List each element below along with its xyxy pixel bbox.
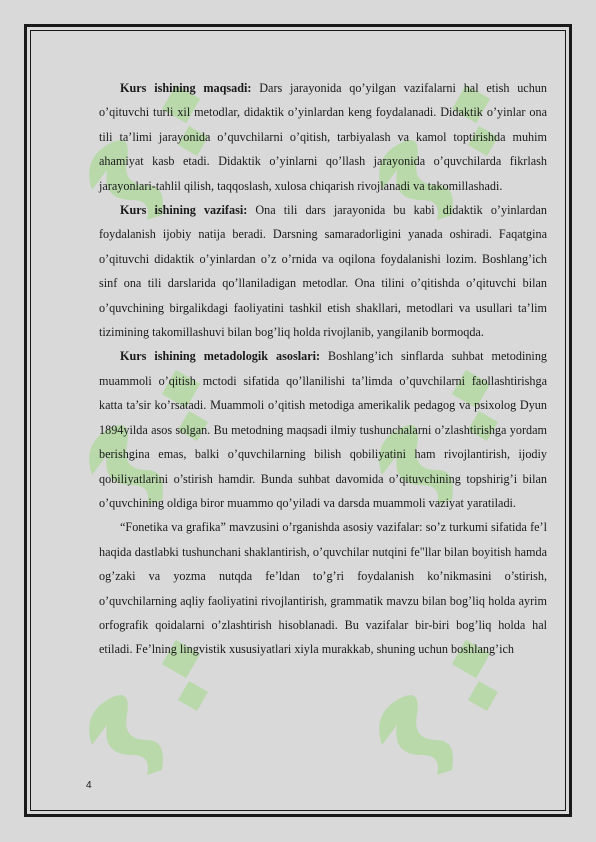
paragraph-purpose bbox=[99, 76, 547, 198]
paragraph-methodology bbox=[99, 344, 547, 515]
paragraph-body: Ona tili dars jarayonida bu kabi didaktik o’yinlardan foydalanish ijobiy natija beradi. Darsning samaradorligini yanada oshiradi. Faqatgina o’qituvchi didaktik o’yinlardan o’z o’rnida va oqilona foydalanishi lozim. Boshlang’ich sinf ona tili darslarida qo’llaniladigan metodlar. Ona tilini o’qitishda o’qituvchi bilan o’quvchining birgalikdagi faoliyatini tashkil etish shakllari, metodlari va usullari ta’lim tizimining takomillashuvi bilan bog’liq holda rivojlanib, yangilanib bormoqda. bbox=[99, 203, 547, 340]
paragraph-heading: Kurs ishining maqsadi: bbox=[120, 81, 252, 95]
paragraph-body: “Fonetika va grafika” mavzusini o’rganishda asosiy vazifalar: so’z turkumi sifatida fe’l haqida dastlabki tushunchani shaklantirish, o’quvchilar nutqini fe"llar bilan boyitish hamda og’zaki va yozma nutqda fe’ldan to’g’ri foydalanish ko’nikmasini o’stirish, o’quvchilarning aqliy faoliyatini rivojlantirish, grammatik mavzu bilan bog’liq holda ayrim orfografik qoidalarni o’zlashtirish hisoblanadi. Bu vazifalar bir-biri bog’liq holda hal etiladi. Fe’lning lingvistik xususiyatlari xiyla murakkab, shuning uchun boshlang’ich bbox=[99, 520, 547, 657]
paragraph-body: Boshlang’ich sinflarda suhbat metodining muammoli o’qitish mctodi sifatida qo’llanilishi ta’limda o’quvchilarni faollashtirishga katta ta’sir ko’rsatadi. Muammoli o’qitish metodiga amerikalik pedagog va psixolog Dyun 1894yilda asos solgan. Bu metodning maqsadi ilmiy tushunchalarni o’zlashtirishga yordam berishgina emas, balki o’quvchilarning bilish qobiliyatini ham rivojlantirish, ijodiy qobiliyatlarini o’stirish hamdir. Bunda suhbat davomida o’qituvchining topshirig’i bilan o’quvchining oldiga biror muammo qo’yiladi va darsda muammoli vaziyat yaratiladi. bbox=[99, 349, 548, 510]
paragraph-phonetics bbox=[99, 515, 547, 661]
paragraph-body: Dars jarayonida qo’yilgan vazifalarni hal etish uchun o’qituvchi turli xil metodlar, didaktik o’yinlardan keng foydalanadi. Didaktik o’yinlar ona tili ta’limi jarayonida o’quvchilarni o’qitish, tarbiyalash va kamol toptirishda muhim ahamiyat kasb etadi. Didaktik o’yinlarni qo’llash jarayonida o’quvchilarda fikrlash jarayonlari-tahlil qilish, taqqoslash, xulosa chiqarish rivojlanadi va takomillashadi. bbox=[99, 81, 547, 193]
paragraph-heading: Kurs ishining metadologik asoslari: bbox=[120, 349, 321, 364]
body-text bbox=[99, 76, 547, 662]
page-number: 4 bbox=[86, 780, 92, 791]
paragraph-task bbox=[99, 198, 547, 344]
paragraph-heading: Kurs ishining vazifasi: bbox=[120, 203, 248, 218]
